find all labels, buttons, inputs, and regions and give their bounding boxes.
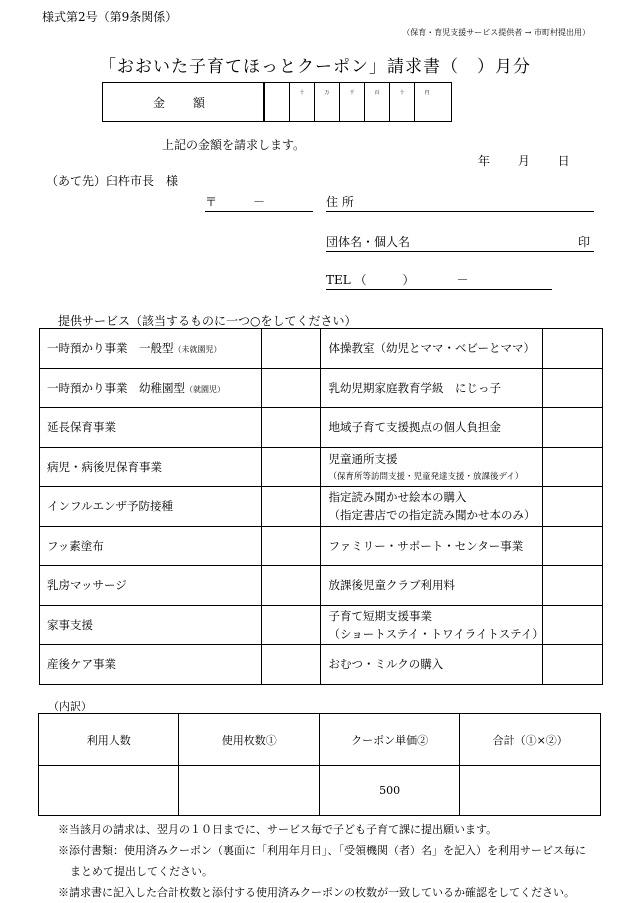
amount-digit-cell[interactable]: 円 <box>414 83 439 121</box>
seal-mark: 印 <box>577 235 590 249</box>
note-1: ※当該月の請求は、翌月の１０日までに、サービス毎で子ども子育て課に提出願います。 <box>58 823 498 836</box>
service-label: 体操教室（幼児とママ・ベビーとママ） <box>328 341 536 356</box>
service-label: フッ素塗布 <box>47 538 104 553</box>
amount-digit-cell[interactable]: 万 <box>314 83 339 121</box>
service-name-left <box>40 329 262 369</box>
service-name-left <box>40 408 262 448</box>
service-check-cell[interactable] <box>261 566 321 606</box>
service-label: おむつ・ミルクの購入 <box>328 657 444 672</box>
service-name-right <box>321 329 543 369</box>
service-name-right <box>321 408 543 448</box>
date-field[interactable]: 年 月 日 <box>478 154 570 168</box>
service-label: 地域子育て支援拠点の個人負担金 <box>328 420 501 435</box>
service-label: 乳幼児期家庭教育学級 にじっ子 <box>328 380 501 395</box>
amount-digit-cell[interactable] <box>264 83 289 121</box>
service-name-right <box>321 526 543 566</box>
amount-digit-cell[interactable]: 百 <box>364 83 389 121</box>
service-name-right <box>321 487 543 527</box>
service-name-left <box>40 487 262 527</box>
value-total[interactable] <box>460 766 601 816</box>
service-note: （未就園児） <box>173 345 222 355</box>
service-check-cell[interactable] <box>543 408 603 448</box>
amount-digit-cell[interactable]: 千 <box>339 83 364 121</box>
addressee: （あて先）臼杵市長 様 <box>46 174 179 188</box>
service-row <box>40 566 603 606</box>
service-row <box>40 447 603 487</box>
service-check-cell[interactable] <box>543 605 603 645</box>
service-label: インフルエンザ予防接種 <box>47 499 174 514</box>
service-name-right <box>321 447 543 487</box>
service-row <box>40 329 603 369</box>
service-label: 一時預かり事業 幼稚園型 <box>47 380 185 395</box>
service-name-right <box>321 566 543 606</box>
header-users: 利用人数 <box>39 714 179 766</box>
value-users[interactable] <box>39 766 179 816</box>
header-sheets-used: 使用枚数① <box>179 714 319 766</box>
service-label: 放課後児童クラブ利用料 <box>328 578 455 593</box>
service-sub-label: （ショートステイ・トワイライトステイ） <box>328 626 544 641</box>
service-check-cell[interactable] <box>543 447 603 487</box>
service-label: ファミリー・サポート・センター事業 <box>328 538 524 553</box>
service-check-cell[interactable] <box>543 487 603 527</box>
organization-name-label: 団体名・個人名 <box>326 235 411 249</box>
breakdown-heading: （内訳） <box>48 700 92 713</box>
service-label: 児童通所支援 <box>328 452 398 467</box>
amount-digit-cell[interactable]: 十 <box>289 83 314 121</box>
service-note: （就園児） <box>185 384 225 394</box>
service-name-left <box>40 566 262 606</box>
service-row <box>40 487 603 527</box>
organization-name-field[interactable] <box>326 233 594 252</box>
service-row <box>40 605 603 645</box>
service-name-left <box>40 447 262 487</box>
service-row <box>40 526 603 566</box>
value-unit-price: 500 <box>319 766 459 816</box>
service-check-cell[interactable] <box>261 368 321 408</box>
service-name-right <box>321 605 543 645</box>
submission-note: （保育・育児支援サービス提供者 → 市町村提出用） <box>402 28 590 37</box>
service-check-cell[interactable] <box>543 368 603 408</box>
services-table <box>39 328 603 685</box>
amount-box <box>102 82 452 122</box>
service-check-cell[interactable] <box>261 408 321 448</box>
postal-code-field[interactable]: 〒 － <box>205 193 313 212</box>
service-row <box>40 368 603 408</box>
breakdown-value-row <box>39 766 601 816</box>
service-check-cell[interactable] <box>543 645 603 685</box>
service-sub-label: （保育所等訪問支援・児童発達支援・放課後デイ） <box>328 472 524 483</box>
breakdown-table <box>38 713 601 816</box>
address-field[interactable]: 住 所 <box>326 193 594 212</box>
service-name-left <box>40 368 262 408</box>
service-label: 延長保育事業 <box>47 420 116 435</box>
service-check-cell[interactable] <box>261 645 321 685</box>
service-check-cell[interactable] <box>261 329 321 369</box>
service-row <box>40 645 603 685</box>
page-title: 「おおいた子育てほっとクーポン」請求書（ ）月分 <box>99 57 531 77</box>
header-unit-price: クーポン単価② <box>319 714 459 766</box>
service-label: 指定読み聞かせ絵本の購入 <box>328 490 467 505</box>
service-name-left <box>40 526 262 566</box>
value-sheets-used[interactable] <box>179 766 319 816</box>
amount-digit-cell[interactable]: 十 <box>389 83 414 121</box>
note-2: ※添付書類：使用済みクーポン（裏面に「利用年月日」、「受領機関（者）名」を記入）を利用サービス毎に <box>58 844 586 857</box>
service-label: 産後ケア事業 <box>47 657 116 672</box>
service-check-cell[interactable] <box>261 526 321 566</box>
service-label: 家事支援 <box>47 617 93 632</box>
note-3: ※請求書に記入した合計枚数と添付する使用済みクーポンの枚数が一致しているか確認をしてください。 <box>58 886 575 899</box>
service-check-cell[interactable] <box>543 329 603 369</box>
service-name-right <box>321 645 543 685</box>
service-name-left <box>40 645 262 685</box>
service-name-left <box>40 605 262 645</box>
service-check-cell[interactable] <box>261 487 321 527</box>
service-check-cell[interactable] <box>261 605 321 645</box>
request-statement: 上記の金額を請求します。 <box>162 138 306 152</box>
service-row <box>40 408 603 448</box>
service-check-cell[interactable] <box>543 526 603 566</box>
services-heading: 提供サービス（該当するものに一つ○をしてください） <box>58 314 357 328</box>
form-number: 様式第2号（第9条関係） <box>42 10 178 24</box>
service-check-cell[interactable] <box>261 447 321 487</box>
service-label: 病児・病後児保育事業 <box>47 459 162 474</box>
notes <box>58 819 603 903</box>
service-name-right <box>321 368 543 408</box>
service-label: 子育て短期支援事業 <box>328 608 432 623</box>
service-label: 乳房マッサージ <box>47 578 127 593</box>
note-2-continued: まとめて提出してください。 <box>70 865 213 878</box>
amount-label: 金 額 <box>103 83 264 121</box>
service-sub-label: （指定書店での指定読み聞かせ本のみ） <box>328 508 536 523</box>
header-total: 合計（①×②） <box>460 714 601 766</box>
service-check-cell[interactable] <box>543 566 603 606</box>
service-label: 一時預かり事業 一般型 <box>47 341 174 356</box>
breakdown-header-row <box>39 714 601 766</box>
tel-field[interactable]: TEL （ ） － <box>326 271 552 290</box>
